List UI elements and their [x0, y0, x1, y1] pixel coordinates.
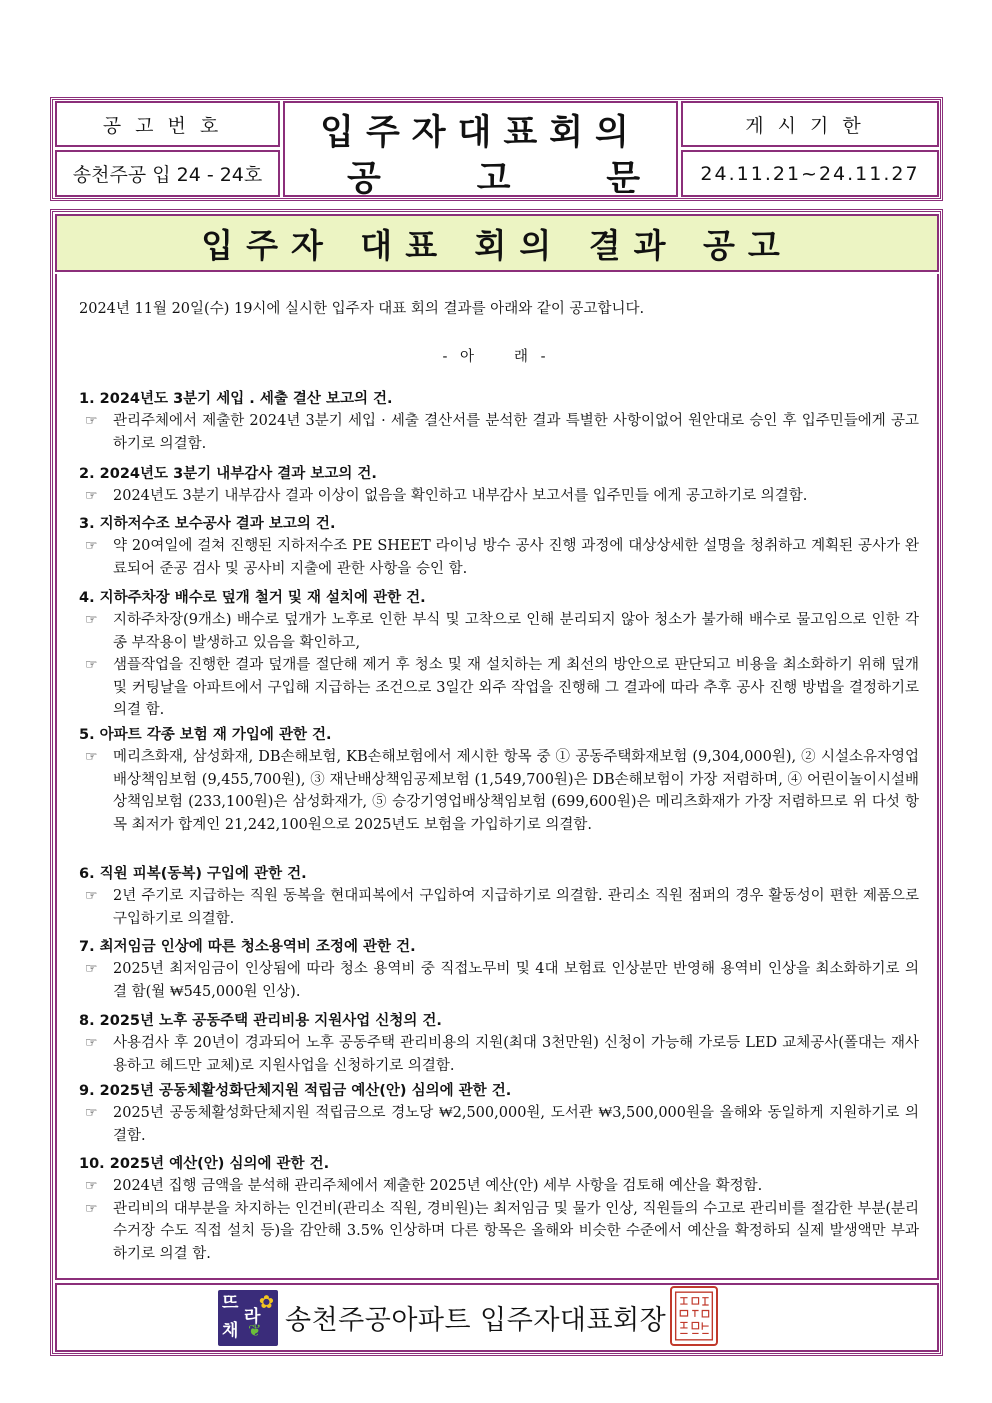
agenda-item-title: 9. 2025년 공동체활성화단체지원 적립금 예산(안) 심의에 관한 건.	[79, 1083, 512, 1099]
logo-letter: 뜨	[222, 1293, 239, 1313]
agenda-item-title: 1. 2024년도 3분기 세입 . 세출 결산 보고의 건.	[79, 391, 393, 407]
agenda-item-text-content: 관리주체에서 제출한 2024년 3분기 세입 · 세출 결산서를 분석한 결과 특별한 사항이없어 원안대로 승인 후 입주민들에게 공고하기로 의결함.	[113, 413, 919, 452]
agenda-item-text	[79, 535, 919, 580]
pointing-hand-icon: ☞	[85, 413, 98, 429]
logo-letter: 채	[222, 1321, 239, 1341]
agenda-item-title: 2. 2024년도 3분기 내부감사 결과 보고의 건.	[79, 466, 377, 482]
agenda-item	[79, 1080, 919, 1147]
section-marker-right: 래 -	[514, 349, 550, 365]
page-title: 입주자 대표 회의 결과 공고	[55, 214, 939, 272]
pointing-hand-icon: ☞	[85, 1178, 98, 1194]
agenda-item-text	[79, 885, 919, 930]
agenda-item-text	[79, 654, 919, 722]
pointing-hand-icon: ☞	[85, 888, 98, 904]
flower-icon: ✿	[258, 1292, 274, 1313]
agenda-item-text	[79, 410, 919, 455]
agenda-item-title: 10. 2025년 예산(안) 심의에 관한 건.	[79, 1156, 330, 1172]
agenda-item-text	[79, 1102, 919, 1147]
pointing-hand-icon: ☞	[85, 1105, 98, 1121]
agenda-item-title: 7. 최저임금 인상에 따른 청소용역비 조정에 관한 건.	[79, 939, 416, 955]
pointing-hand-icon: ☞	[85, 488, 98, 504]
agenda-item-text	[79, 485, 919, 508]
agenda-item-text-content: 샘플작업을 진행한 결과 덮개를 절단해 제거 후 청소 및 재 설치하는 게 최선의 방안으로 판단되고 비용을 최소화하기 위해 덮개 및 커팅날을 아파트에서 구입해 지급하는 조건으로 3일간 외주 작업을 진행해 그 결과에 따라 추후 공사 진행 방법을 결정하기로 의결 함.	[113, 657, 919, 718]
agenda-item-text-content: 사용검사 후 20년이 경과되어 노후 공동주택 관리비용의 지원(최대 3천만원) 신청이 가능해 가로등 LED 교체공사(폴대는 재사용하고 헤드만 교체)로 지원사업을 신청하기로 의결함.	[113, 1035, 919, 1074]
pointing-hand-icon: ☞	[85, 657, 98, 673]
agenda-item-text-content: 지하주차장(9개소) 배수로 덮개가 노후로 인한 부식 및 고착으로 인해 분리되지 않아 청소가 불가해 배수로 물고임으로 인한 각종 부작용이 발생하고 있음을 확인하고,	[113, 612, 919, 651]
notice-number-value: 송천주공 입 24 - 24호	[55, 150, 280, 197]
agenda-item-text-content: 2024년 집행 금액을 분석해 관리주체에서 제출한 2025년 예산(안) 세부 사항을 검토해 예산을 확정함.	[113, 1178, 763, 1194]
agenda-item-text	[79, 746, 919, 836]
agenda-item-text-content: 2년 주기로 지급하는 직원 동복을 현대피복에서 구입하여 지급하기로 의결함. 관리소 직원 점퍼의 경우 활동성이 편한 제품으로 구입하기로 의결함.	[113, 888, 919, 927]
agenda-item-title: 5. 아파트 각종 보험 재 가입에 관한 건.	[79, 727, 332, 743]
posting-period-label: 게시기한	[681, 101, 939, 147]
agenda-item-text-content: 약 20여일에 걸쳐 진행된 지하저수조 PE SHEET 라이닝 방수 공사 진행 과정에 대상상세한 설명을 청취하고 계획된 공사가 완료되어 준공 검사 및 공사비 지출에 관한 사항을 승인 함.	[113, 538, 919, 577]
pointing-hand-icon: ☞	[85, 961, 98, 977]
pointing-hand-icon: ☞	[85, 1035, 98, 1051]
notice-title-line2	[285, 151, 676, 201]
agenda-item	[79, 1153, 919, 1265]
notice-number-label: 공고번호	[55, 101, 280, 147]
official-seal-icon	[670, 1286, 718, 1346]
title-char: 공	[347, 159, 381, 199]
agenda-item-text-content: 관리비의 대부분을 차지하는 인건비(관리소 직원, 경비원)는 최저임금 및 물가 인상, 직원들의 수고로 관리비를 절감한 부분(분리수거장 수도 직접 설치 등)을 감안해 3.5% 인상하며 다른 항목은 올해와 비슷한 수준에서 예산을 확정하되 실제 발생액만 부과하기로 의결 함.	[113, 1200, 919, 1262]
logo-letter: 라	[244, 1307, 261, 1327]
agenda-item-title: 4. 지하주차장 배수로 덮개 철거 및 재 설치에 관한 건.	[79, 590, 426, 606]
agenda-item	[79, 1010, 919, 1077]
agenda-item-text-content: 메리츠화재, 삼성화재, DB손해보험, KB손해보험에서 제시한 항목 중 ① 공동주택화재보험 (9,304,000원), ② 시설소유자영업배상책임보험 (9,455,700원), ③ 재난배상책임공제보험 (1,549,700원)은 DB손해보험이 가장 저렴하며, ④ 어린이놀이시설배상책임보험 (233,100원)은 삼성화재가, ⑤ 승강기영업배상책임보험 (699,600원)은 메리츠화재가 가장 저렴하므로 위 다섯 항목 최저가 합계인 21,242,100원으로 2025년도 보험을 가입하기로 의결함.	[113, 749, 919, 833]
notice-title-box	[283, 101, 678, 197]
agenda-item	[79, 388, 919, 455]
signer-name: 송천주공아파트 입주자대표회장	[285, 1305, 667, 1336]
title-char: 문	[606, 159, 640, 199]
intro-text: 2024년 11월 20일(수) 19시에 실시한 입주자 대표 회의 결과를 아래와 같이 공고합니다.	[79, 301, 645, 317]
agenda-item-title: 3. 지하저수조 보수공사 결과 보고의 건.	[79, 516, 336, 532]
agenda-item-text	[79, 958, 919, 1003]
ttrache-logo-icon	[218, 1290, 278, 1346]
section-marker	[0, 345, 992, 366]
notice-title-line1: 입주자대표회의	[320, 113, 641, 153]
agenda-item-title: 6. 직원 피복(동복) 구입에 관한 건.	[79, 866, 307, 882]
agenda-item-text	[79, 609, 919, 654]
agenda-item	[79, 863, 919, 930]
agenda-item	[79, 513, 919, 580]
agenda-item	[79, 587, 919, 722]
agenda-item-text-content: 2024년도 3분기 내부감사 결과 이상이 없음을 확인하고 내부감사 보고서를 입주민들 에게 공고하기로 의결함.	[113, 488, 808, 504]
agenda-item	[79, 936, 919, 1003]
pointing-hand-icon: ☞	[85, 1200, 98, 1217]
title-char: 고	[476, 159, 511, 199]
pointing-hand-icon: ☞	[85, 612, 98, 628]
posting-period-value: 24.11.21~24.11.27	[681, 150, 939, 197]
pointing-hand-icon: ☞	[85, 749, 98, 765]
agenda-item-title: 8. 2025년 노후 공동주택 관리비용 지원사업 신청의 건.	[79, 1013, 442, 1029]
agenda-item-text-content: 2025년 공동체활성화단체지원 적립금으로 경노당 ₩2,500,000원, 도서관 ₩3,500,000원을 올해와 동일하게 지원하기로 의결함.	[113, 1105, 919, 1144]
section-marker-left: - 아	[442, 349, 478, 365]
agenda-item-text-content: 2025년 최저임금이 인상됨에 따라 청소 용역비 중 직접노무비 및 4대 보험료 인상분만 반영해 용역비 인상을 최소화하기로 의결 함(월 ₩545,000원 인상).	[113, 961, 919, 1000]
agenda-item-text	[79, 1032, 919, 1077]
agenda-item-text	[79, 1175, 919, 1198]
pointing-hand-icon: ☞	[85, 538, 98, 554]
leaf-icon: ❦	[248, 1321, 262, 1340]
agenda-item-text	[79, 1198, 919, 1266]
agenda-item	[79, 463, 919, 508]
agenda-item	[79, 724, 919, 836]
